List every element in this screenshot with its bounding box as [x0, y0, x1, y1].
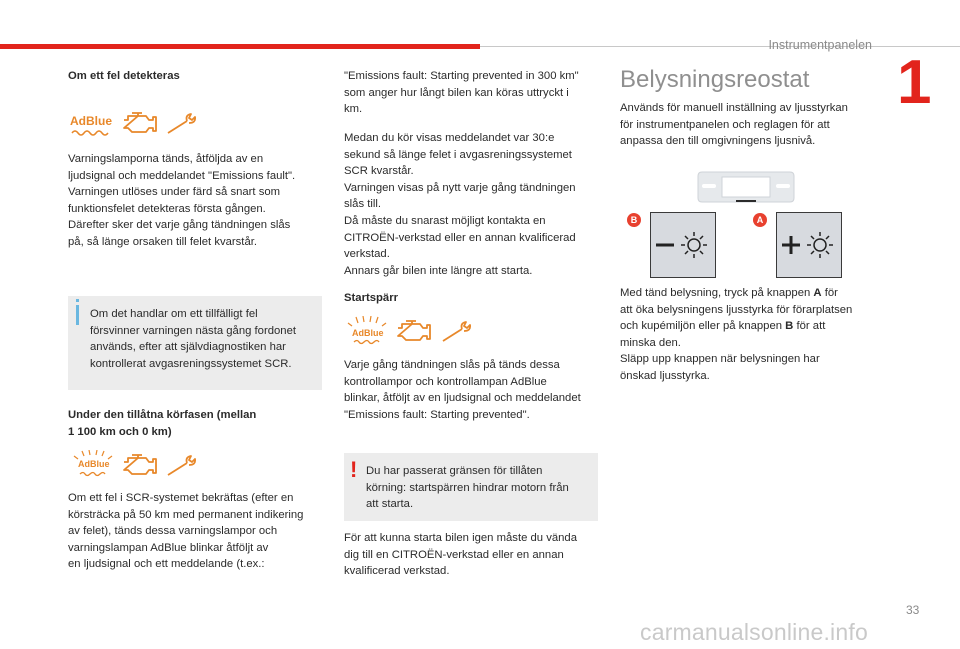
warning-icons-block [346, 316, 486, 350]
wrench-icon [440, 321, 476, 345]
paragraph-while-driving: Medan du kör visas meddelandet var 30:e sekund så länge felet i avgasreningssystemet SCR kvarstår. Varningen visas på nytt varje gång tändningen slås till. Då måste du snarast möjligt kontakta en CITROËN-verkstad eller en annan kvalificerad verkstad. Annars går bilen inte längre att starta. [344, 132, 576, 277]
warning-icons-allowed [70, 450, 210, 480]
engine-fault-icon [394, 318, 434, 346]
heading-fault-detected: Om ett fel detekteras [68, 70, 180, 82]
warning-icons-fault [70, 110, 210, 140]
header-accent-bar [0, 44, 480, 49]
heading-allowed-driving: Under den tillåtna körfasen (mellan 1 100 km och 0 km) [68, 409, 257, 438]
exclamation-icon: ! [350, 457, 358, 482]
dimmer-decrease-button [650, 212, 716, 278]
dashboard-buttons-diagram [696, 168, 796, 206]
chapter-number: 1 [897, 48, 932, 117]
wrench-icon [165, 113, 201, 137]
paragraph-starting-block: Varje gång tändningen slås på tänds dessa kontrollampor och kontrollampan AdBlue blinkar, åtföljt av en ljudsignal och meddelandet "Emissions fault: Starting prevented". [344, 359, 581, 421]
adblue-icon: AdBlue [78, 459, 110, 469]
watermark: carmanualsonline.info [640, 619, 868, 645]
adblue-icon: AdBlue [70, 114, 112, 128]
section-title: Instrumentpanelen [768, 38, 872, 52]
page-number: 33 [906, 603, 920, 617]
adblue-wave-icon [70, 129, 112, 137]
info-note-text: Om det handlar om ett tillfälligt fel försvinner varningen nästa gång fordonet används, efter att självdiagnostiken har kontrollerat avgasreningssystemet SCR. [90, 308, 296, 370]
dimmer-increase-button [776, 212, 842, 278]
engine-fault-icon [120, 110, 160, 138]
header-rule [480, 46, 960, 47]
info-note [68, 296, 322, 390]
minus-sun-icon [651, 213, 715, 277]
paragraph-emissions-quote: "Emissions fault: Starting prevented in 300 km" som anger hur långt bilen kan köras uttryckt i km. [344, 70, 579, 116]
paragraph-allowed-driving: Om ett fel i SCR-systemet bekräftas (efter en körsträcka på 50 km med permanent indikering av felet), tänds dessa varningslampor och varningslampan AdBlue blinkar åtföljt av en ljudsignal och ett meddelande (t.ex.: [68, 492, 304, 571]
plus-sun-icon [777, 213, 841, 277]
label-a: A [753, 213, 767, 227]
wrench-icon [165, 455, 201, 479]
label-b: B [627, 213, 641, 227]
paragraph-fault-description: Varningslamporna tänds, åtföljda av en ljudsignal och meddelandet "Emissions fault". Varningen utlöses under färd så snart som funktionsfelet detekteras första gången. Därefter sker det varje gång tändningen slås på, så länge orsaken till felet kvarstår. [68, 153, 296, 248]
warning-note-text: Du har passerat gränsen för tillåten körning: startspärren hindrar motorn från att starta. [366, 465, 569, 511]
heading-starting-block: Startspärr [344, 292, 398, 304]
page-title: Belysningsreostat [620, 66, 810, 93]
adblue-icon: AdBlue [352, 328, 384, 338]
info-icon [76, 305, 79, 325]
paragraph-rheostat-usage: Med tänd belysning, tryck på knappen A för att öka belysningens ljusstyrka för förarplatsen och kupémiljön eller på knappen B för att minska den. Släpp upp knappen när belysningen har önskad ljusstyrka. [620, 287, 853, 382]
engine-fault-icon [120, 452, 160, 480]
warning-note [344, 453, 598, 521]
paragraph-restart: För att kunna starta bilen igen måste du vända dig till en CITROËN-verkstad eller en annan kvalificerad verkstad. [344, 532, 577, 578]
paragraph-rheostat-intro: Används för manuell inställning av ljusstyrkan för instrumentpanelen och reglagen för att anpassa den till omgivningens ljusnivå. [620, 102, 848, 148]
